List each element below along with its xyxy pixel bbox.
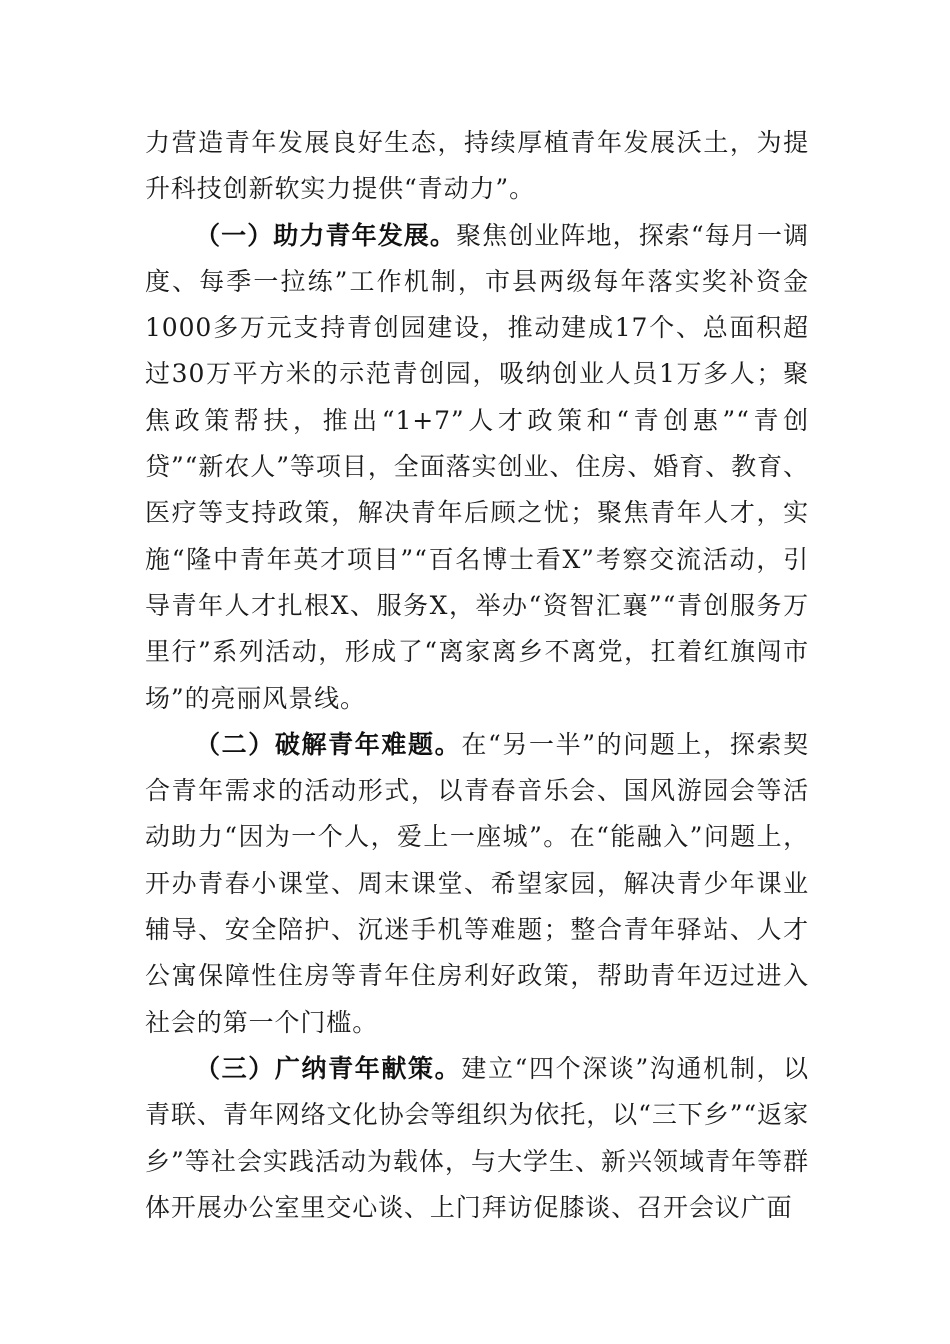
paragraph-text: 力营造青年发展良好生态，持续厚植青年发展沃土，为提升科技创新软实力提供“青动力”。 (145, 128, 809, 204)
paragraph-continuation (145, 120, 809, 213)
paragraph-section-3 (145, 1046, 809, 1231)
paragraph-text: 在“另一半”的问题上，探索契合青年需求的活动形式，以青春音乐会、国风游园会等活动助力“因为一个人，爱上一座城”。在“能融入”问题上，开办青春小课堂、周末课堂、希望家园，解决青少年课业辅导、安全陪护、沉迷手机等难题；整合青年驿站、人才公寓保障性住房等青年住房利好政策，帮助青年迈过进入社会的第一个门槛。 (145, 729, 809, 1037)
document-body (145, 120, 809, 1231)
section-heading-1: （一）助力青年发展。 (195, 220, 456, 250)
paragraph-section-2 (145, 722, 809, 1046)
section-heading-3: （三）广纳青年献策。 (195, 1053, 462, 1083)
section-heading-2: （二）破解青年难题。 (195, 729, 462, 759)
paragraph-section-1 (145, 213, 809, 722)
paragraph-text: 建立“四个深谈”沟通机制，以青联、青年网络文化协会等组织为依托，以“三下乡”“返家乡”等社会实践活动为载体，与大学生、新兴领域青年等群体开展办公室里交心谈、上门拜访促膝谈、召开会议广面 (145, 1053, 809, 1222)
paragraph-text: 聚焦创业阵地，探索“每月一调度、每季一拉练”工作机制，市县两级每年落实奖补资金1000多万元支持青创园建设，推动建成17个、总面积超过30万平方米的示范青创园，吸纳创业人员1万多人；聚焦政策帮扶，推出“1+7”人才政策和“青创惠”“青创贷”“新农人”等项目，全面落实创业、住房、婚育、教育、医疗等支持政策，解决青年后顾之忧；聚焦青年人才，实施“隆中青年英才项目”“百名博士看X”考察交流活动，引导青年人才扎根X、服务X，举办“资智汇襄”“青创服务万里行”系列活动，形成了“离家离乡不离党，扛着红旗闯市场”的亮丽风景线。 (145, 220, 809, 713)
